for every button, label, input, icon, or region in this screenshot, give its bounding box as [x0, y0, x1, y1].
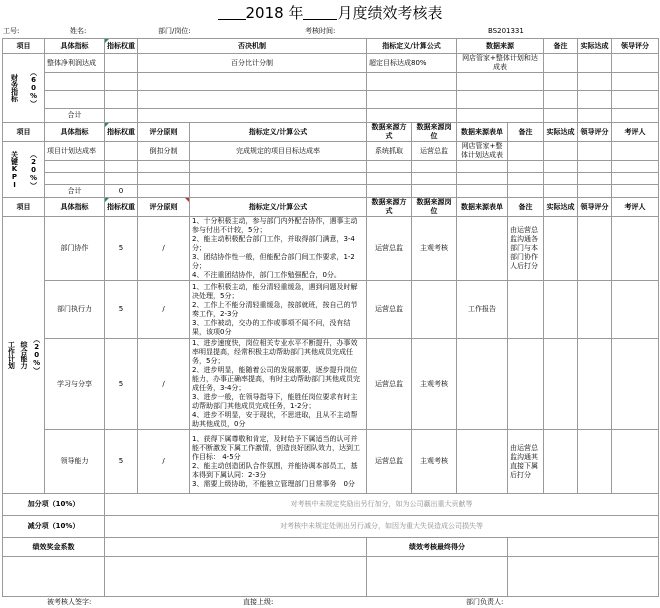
- s3-actual[interactable]: [544, 339, 578, 430]
- s3-post: [412, 281, 457, 339]
- s3-method: 运营总监: [367, 217, 412, 281]
- period-label: 考核时间:: [305, 27, 336, 35]
- form-title: [0, 2, 660, 24]
- s2-form: 网店管家+整体计划达成表: [457, 142, 508, 161]
- section3-row-3: [3, 339, 659, 430]
- s3-remark: 由运营总监沟通其直接下属后打分: [508, 430, 544, 494]
- s3-h-weight: 指标权重: [105, 198, 138, 217]
- s3-leader-score[interactable]: [578, 217, 612, 281]
- section2-row-1: [3, 142, 659, 161]
- s3-weight: 5: [105, 217, 138, 281]
- s3-evaluator[interactable]: [612, 339, 659, 430]
- supervisor-label: 直接上级:: [243, 598, 274, 606]
- s1-definition: 超定目标达成80%: [367, 54, 457, 73]
- title-year: 2018: [245, 4, 284, 22]
- s3-indicator: 领导能力: [45, 430, 105, 494]
- s3-h-method: 数据来源方式: [367, 198, 412, 217]
- s3-principle: /: [138, 339, 190, 430]
- s1-remark[interactable]: [544, 54, 578, 73]
- section1-total-row: [3, 109, 659, 123]
- s2-remark[interactable]: [508, 142, 544, 161]
- reward-label: 绩效奖金系数: [3, 538, 105, 557]
- name-label: 姓名:: [70, 27, 87, 35]
- s2-section-label: 关键KPI （20%）: [3, 142, 45, 198]
- s1-h-actual: 实际达成: [578, 39, 612, 54]
- s3-remark: [508, 339, 544, 430]
- section2-total-row: [3, 185, 659, 198]
- s3-actual[interactable]: [544, 281, 578, 339]
- s3-h-remark: 备注: [508, 198, 544, 217]
- s3-principle: /: [138, 430, 190, 494]
- bonus-text[interactable]: 对考核中未规定奖励出另行加分，如为公司赢出重大贡献等: [105, 494, 659, 516]
- title-rest: 月度绩效考核表: [337, 4, 443, 22]
- s1-section-label: 财务指标 （60%）: [3, 54, 45, 123]
- s3-form: 工作报告: [457, 281, 508, 339]
- s3-definition: 1、进步速度快，岗位相关专业水平不断提升，办事效率明显提高，经常积极主动帮助部门其他成员完成任务，5分； 2、进步明显，能随着公司的发展需要，逐步提升岗位能力，办事正确率提高，有时主动帮助部门其他成员完成任务，3-4分； 3、进步一般，在领导指导下，能胜任岗位要求有时主动帮助部门其他成员完成任务，1-2分； 4、进步不明显，安于现状，不思进取，且从不主动帮助其他成员，0分: [190, 339, 367, 430]
- s3-post: 主观考核: [412, 430, 457, 494]
- s2-weight[interactable]: [105, 142, 138, 161]
- title-month-blank: [303, 2, 337, 20]
- s3-h-actual: 实际达成: [544, 198, 578, 217]
- s3-h-definition: 指标定义/计算公式: [190, 198, 367, 217]
- final-score-value[interactable]: [508, 538, 659, 557]
- s1-h-definition: 指标定义/计算公式: [367, 39, 457, 54]
- s3-definition: 1、十分积极主动，参与部门内外配合协作，遇事主动参与付出不计较，5分； 2、能主动积极配合部门工作，并取得部门满意，3-4分； 3、团结协作性一般，但能配合部门间工作要求，1-2分； 4、不注重团结协作，部门工作勉强配合，0分。: [190, 217, 367, 281]
- section1-row-1: [3, 54, 659, 73]
- assessee-signature-label: 被考核人签字:: [47, 598, 92, 606]
- s1-h-leader-score: 领导评分: [612, 39, 659, 54]
- s1-actual[interactable]: [578, 54, 612, 73]
- s1-h-indicator: 具体指标: [45, 39, 105, 54]
- section3-header-row: [3, 198, 659, 217]
- s3-evaluator[interactable]: [612, 281, 659, 339]
- appraisal-table: [2, 38, 659, 597]
- s2-h-evaluator: 考评人: [612, 123, 659, 142]
- s3-actual[interactable]: [544, 217, 578, 281]
- deduct-row: [3, 516, 659, 538]
- s2-h-leader-score: 领导评分: [578, 123, 612, 142]
- s3-weight: 5: [105, 281, 138, 339]
- final-score-label: 绩效考核最终得分: [367, 538, 508, 557]
- s1-h-source: 数据来源: [457, 39, 544, 54]
- s2-h-actual: 实际达成: [544, 123, 578, 142]
- s2-actual[interactable]: [544, 142, 578, 161]
- reward-row: [3, 538, 659, 557]
- s3-h-leader-score: 领导评分: [578, 198, 612, 217]
- s3-leader-score[interactable]: [578, 430, 612, 494]
- section1-row-2: [3, 73, 659, 91]
- s1-h-item: 项目: [3, 39, 45, 54]
- s3-post: 主观考核: [412, 217, 457, 281]
- s3-weight: 5: [105, 339, 138, 430]
- s3-method: 运营总监: [367, 281, 412, 339]
- s1-leader-score[interactable]: [612, 54, 659, 73]
- employee-id-label: 工号:: [3, 27, 20, 35]
- s2-method: 系统抓取: [367, 142, 412, 161]
- s3-h-form: 数据来源表单: [457, 198, 508, 217]
- s2-h-form: 数据来源表单: [457, 123, 508, 142]
- s3-h-principle: 评分原则: [138, 198, 190, 217]
- section2-header-row: [3, 123, 659, 142]
- s2-h-post: 数据来源岗位: [412, 123, 457, 142]
- s1-weight[interactable]: [105, 54, 138, 73]
- dept-head-label: 部门负责人:: [466, 598, 504, 606]
- s2-indicator: 项目计划达成率: [45, 142, 105, 161]
- s3-leader-score[interactable]: [578, 339, 612, 430]
- s3-section-label: 工作计划 综合能力 （20%）: [3, 217, 45, 494]
- section3-row-1: [3, 217, 659, 281]
- s3-remark: [508, 281, 544, 339]
- s3-principle: /: [138, 281, 190, 339]
- s2-total-value: 0: [105, 185, 138, 198]
- s2-total-label: 合计: [45, 185, 105, 198]
- s3-indicator: 部门执行力: [45, 281, 105, 339]
- s3-actual[interactable]: [544, 430, 578, 494]
- s1-total-value[interactable]: [105, 109, 138, 123]
- s3-indicator: 部门协作: [45, 217, 105, 281]
- s3-remark: 由运营总监沟通各部门与本部门协作人后打分: [508, 217, 544, 281]
- s3-post: 主观考核: [412, 339, 457, 430]
- s2-leader-score[interactable]: [578, 142, 612, 161]
- s3-h-indicator: 具体指标: [45, 198, 105, 217]
- section3-row-2: [3, 281, 659, 339]
- s3-h-evaluator: 考评人: [612, 198, 659, 217]
- s2-h-indicator: 具体指标: [45, 123, 105, 142]
- s3-h-item: 项目: [3, 198, 45, 217]
- dept-label: 部门/岗位:: [158, 27, 191, 35]
- s2-principle: 倒扣分制: [138, 142, 190, 161]
- section1-header-row: [3, 39, 659, 54]
- s1-total-label: 合计: [45, 109, 105, 123]
- s2-h-method: 数据来源方式: [367, 123, 412, 142]
- title-year-blank: [218, 2, 246, 20]
- blank-row: [3, 557, 659, 597]
- reward-value[interactable]: [105, 538, 367, 557]
- s3-indicator: 学习与分享: [45, 339, 105, 430]
- s2-h-remark: 备注: [508, 123, 544, 142]
- s2-h-principle: 评分原则: [138, 123, 190, 142]
- s3-weight: 5: [105, 430, 138, 494]
- s3-h-post: 数据来源岗位: [412, 198, 457, 217]
- bonus-label: 加分项（10%）: [3, 494, 105, 516]
- s1-h-remark: 备注: [544, 39, 578, 54]
- s2-evaluator[interactable]: [612, 142, 659, 161]
- deduct-text[interactable]: 对考核中未规定处则出另行减分，如因为重大失误造成公司损失等: [105, 516, 659, 538]
- s1-source: 网店管家+整体计划和达成表: [457, 54, 544, 73]
- section3-row-4: [3, 430, 659, 494]
- s3-evaluator[interactable]: [612, 430, 659, 494]
- s3-definition: 1、工作积极主动，能分清轻重缓急，遇到问题及时解决处理，5分； 2、工作上不能分清轻重缓急，按部就班，按自己的节奏工作，2-3分 3、工作被动，交办的工作或事项不闻不问，没有结果，该项0分: [190, 281, 367, 339]
- section1-row-3: [3, 91, 659, 109]
- s2-h-definition: 指标定义/计算公式: [190, 123, 367, 142]
- s2-definition: 完成规定的项目目标达成率: [190, 142, 367, 161]
- s3-form: [457, 339, 508, 430]
- s3-definition: 1、获得下属尊敬和肯定，及时给予下属适当的认可并能不断激发下属工作激情，创造良好团队效力，达到工作目标： 4-5分 2、能主动创造团队合作氛围，并能协调本部员工，基本得到下属认同：2-3分 3、需要上级协助，不能独立管理部门日常事务 0分: [190, 430, 367, 494]
- form-code: BS201331: [488, 27, 524, 35]
- s3-form: [457, 430, 508, 494]
- s3-form: [457, 217, 508, 281]
- s1-mechanism: 百分比计分制: [138, 54, 367, 73]
- s2-h-item: 项目: [3, 123, 45, 142]
- s3-method: 运营总监: [367, 339, 412, 430]
- bonus-row: [3, 494, 659, 516]
- s3-leader-score[interactable]: [578, 281, 612, 339]
- s2-post: 运营总监: [412, 142, 457, 161]
- s3-evaluator[interactable]: [612, 217, 659, 281]
- s3-principle: /: [138, 217, 190, 281]
- s1-indicator: 整体净利润达成: [45, 54, 105, 73]
- deduct-label: 减分项（10%）: [3, 516, 105, 538]
- s1-h-mechanism: 否决机制: [138, 39, 367, 54]
- title-year-suffix: 年: [288, 4, 304, 22]
- s1-h-weight: 指标权重: [105, 39, 138, 54]
- s3-method: 运营总监: [367, 430, 412, 494]
- s2-h-weight: 指标权重: [105, 123, 138, 142]
